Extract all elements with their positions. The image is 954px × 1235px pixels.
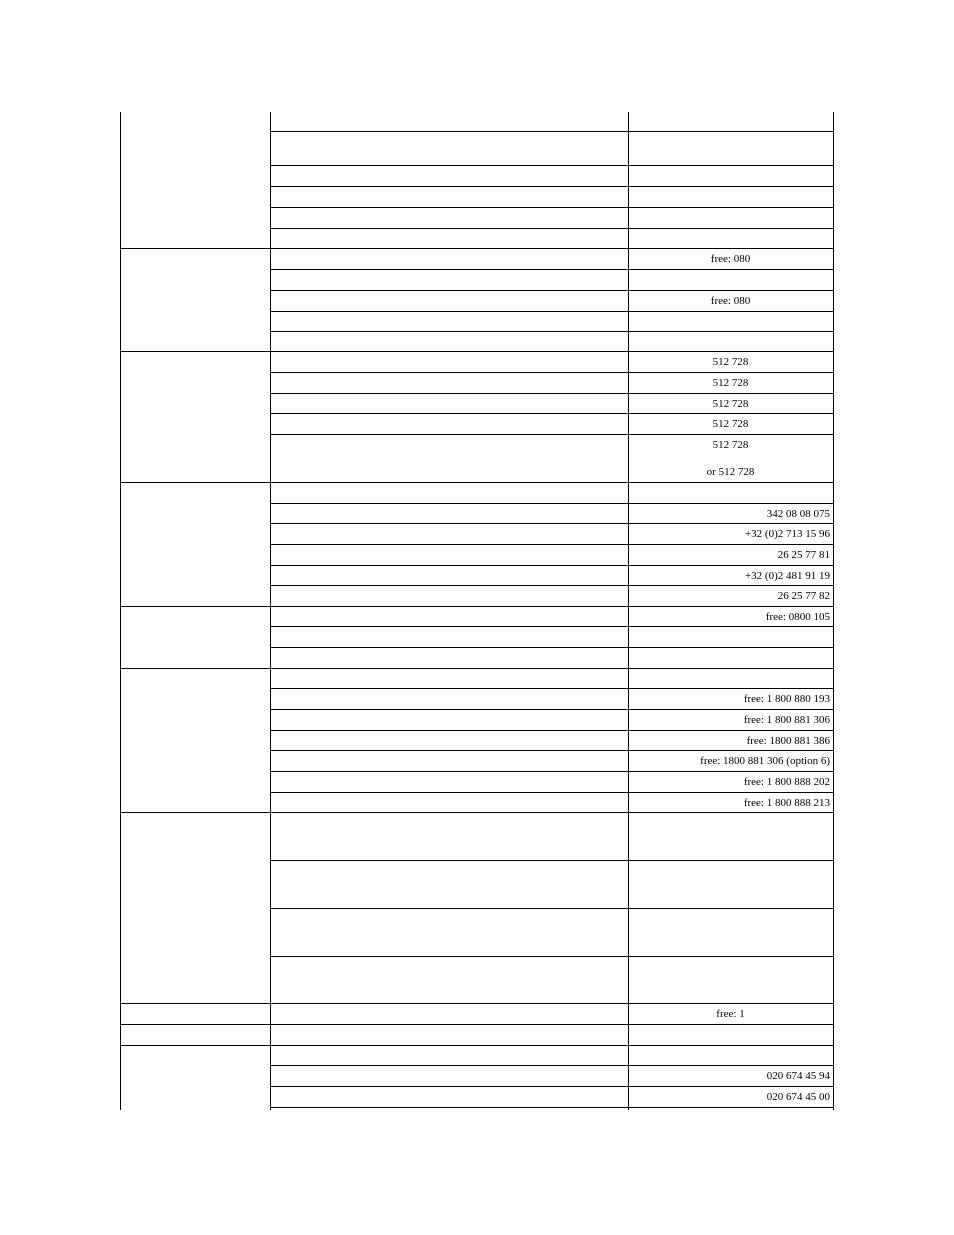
table-cell: 26 25 77 82: [777, 590, 830, 602]
row-divider: [270, 131, 834, 132]
table-cell: free: 080: [710, 253, 751, 265]
row-divider: [270, 1003, 834, 1004]
group-divider: [120, 482, 271, 483]
column-border: [120, 112, 121, 1110]
table-cell: or 512 728: [706, 466, 755, 478]
row-divider: [270, 228, 834, 229]
row-divider: [270, 956, 834, 957]
row-divider: [270, 434, 834, 435]
row-divider: [270, 668, 834, 669]
group-divider: [120, 606, 271, 607]
group-divider: [120, 248, 271, 249]
row-divider: [270, 503, 834, 504]
group-divider: [120, 1024, 271, 1025]
table-cell: +32 (0)2 713 15 96: [744, 528, 830, 540]
table-cell: 020 674 45 94: [766, 1070, 830, 1082]
row-divider: [270, 311, 834, 312]
row-divider: [270, 606, 834, 607]
table-cell: 342 08 08 075: [766, 508, 830, 520]
row-divider: [270, 1107, 834, 1108]
row-divider: [270, 812, 834, 813]
group-divider: [120, 351, 271, 352]
row-divider: [270, 771, 834, 772]
table-cell: free: 1800 881 306 (option 6): [700, 755, 830, 767]
row-divider: [270, 248, 834, 249]
table-cell: 512 728: [712, 418, 749, 430]
table-cell: free: 0800 105: [765, 611, 830, 623]
row-divider: [270, 523, 834, 524]
row-divider: [270, 544, 834, 545]
row-divider: [270, 331, 834, 332]
table-cell: 512 728: [712, 356, 749, 368]
row-divider: [270, 750, 834, 751]
row-divider: [270, 351, 834, 352]
row-divider: [270, 730, 834, 731]
table-cell: 512 728: [712, 377, 749, 389]
row-divider: [270, 290, 834, 291]
group-divider: [120, 1045, 271, 1046]
row-divider: [270, 1024, 834, 1025]
row-divider: [270, 482, 834, 483]
row-divider: [270, 565, 834, 566]
table-cell: free: 1 800 888 213: [743, 797, 830, 809]
row-divider: [270, 626, 834, 627]
row-divider: [270, 1065, 834, 1066]
row-divider: [270, 585, 834, 586]
row-divider: [270, 908, 834, 909]
row-divider: [270, 269, 834, 270]
row-divider: [270, 393, 834, 394]
row-divider: [270, 207, 834, 208]
row-divider: [270, 165, 834, 166]
table-cell: free: 1800 881 386: [746, 735, 830, 747]
row-divider: [270, 792, 834, 793]
row-divider: [270, 1086, 834, 1087]
table-cell: 512 728: [712, 439, 749, 451]
row-divider: [270, 709, 834, 710]
column-border: [270, 112, 271, 1110]
row-divider: [270, 647, 834, 648]
table-cell: free: 1 800 881 306: [743, 714, 830, 726]
row-divider: [270, 688, 834, 689]
row-divider: [270, 1045, 834, 1046]
table-cell: free: 1 800 880 193: [743, 693, 830, 705]
group-divider: [120, 1003, 271, 1004]
table-cell: free: 1 800 888 202: [743, 776, 830, 788]
table-cell: free: 080: [710, 295, 751, 307]
column-border: [833, 112, 834, 1110]
group-divider: [120, 668, 271, 669]
table-cell: 512 728: [712, 398, 749, 410]
table-cell: 020 674 45 00: [766, 1091, 830, 1103]
row-divider: [270, 860, 834, 861]
table-cell: free: 1: [716, 1008, 745, 1020]
row-divider: [270, 186, 834, 187]
row-divider: [270, 413, 834, 414]
table-cell: 26 25 77 81: [777, 549, 830, 561]
row-divider: [270, 372, 834, 373]
table-cell: +32 (0)2 481 91 19: [744, 570, 830, 582]
group-divider: [120, 812, 271, 813]
